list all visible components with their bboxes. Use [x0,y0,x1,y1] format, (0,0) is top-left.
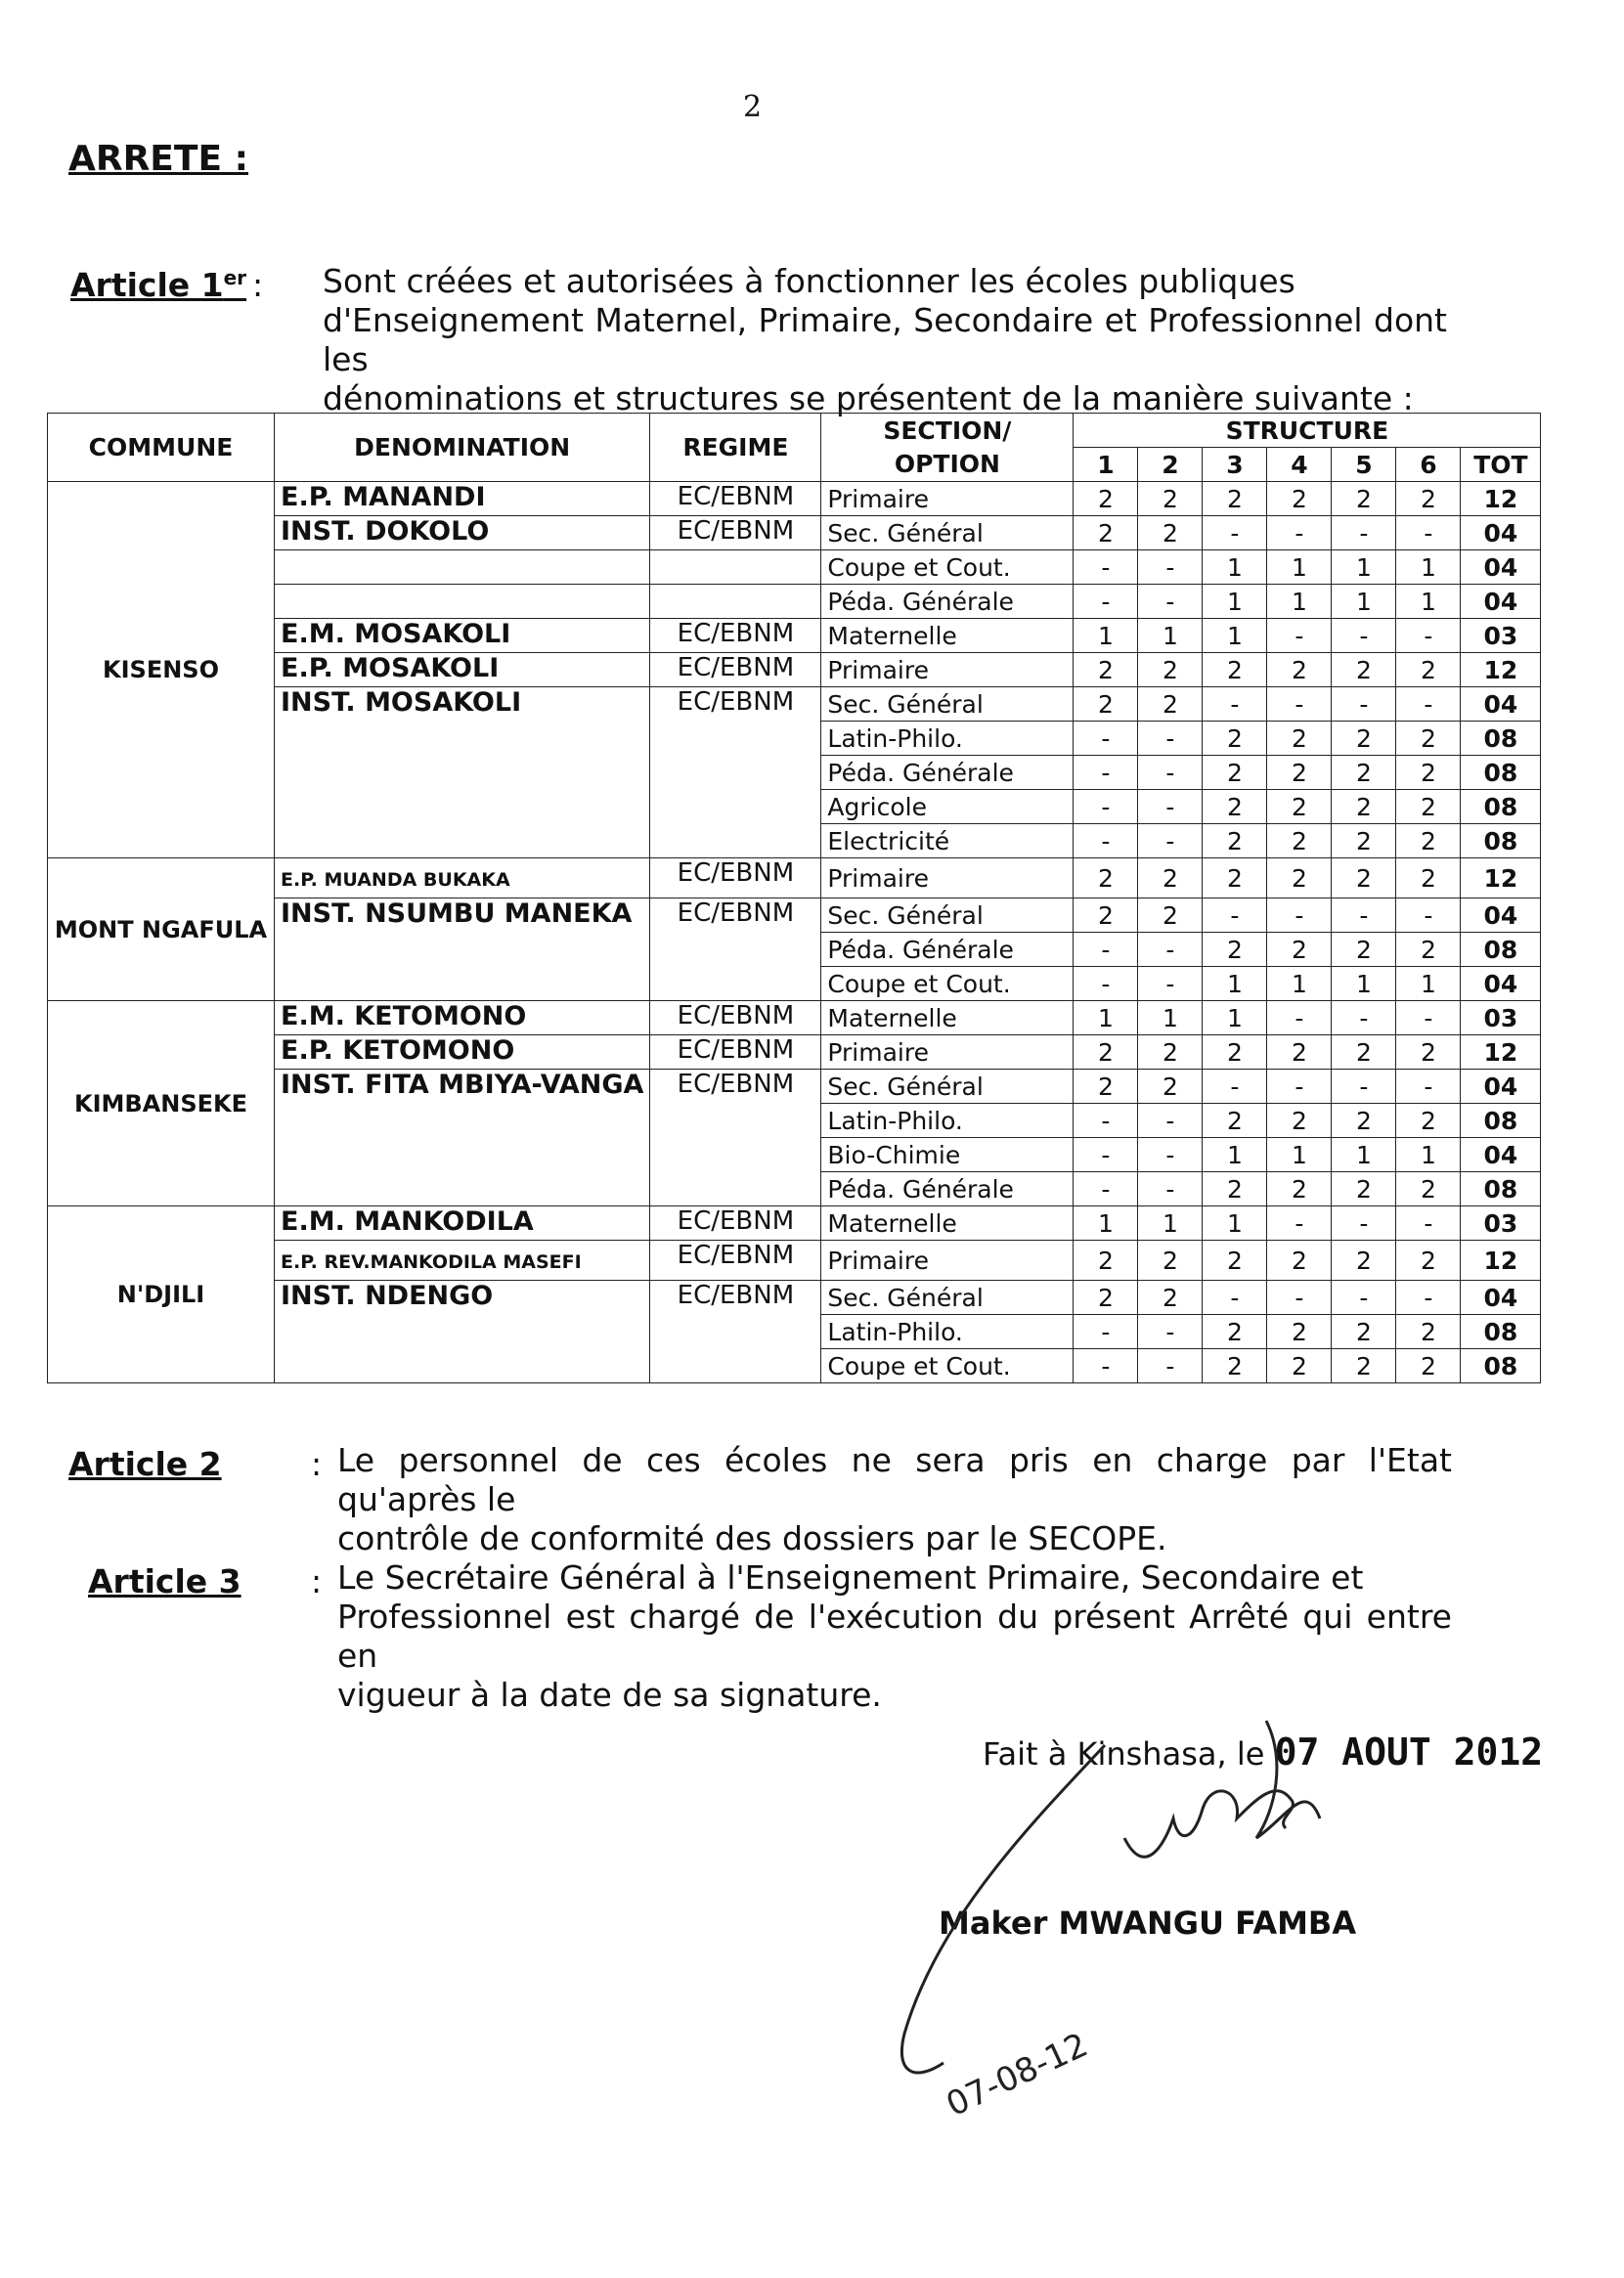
structure-cell: 2 [1074,653,1138,687]
regime-cell: EC/EBNM [650,1035,821,1070]
structure-cell: - [1396,1206,1461,1241]
structure-cell: 2 [1074,516,1138,550]
total-cell: 08 [1461,1349,1541,1383]
article-2-label: Article 2 [68,1445,222,1483]
structure-cell: 2 [1267,1315,1332,1349]
structure-cell: - [1396,516,1461,550]
structure-cell: 2 [1332,1315,1396,1349]
structure-cell: 2 [1138,1035,1203,1070]
structure-cell: - [1138,933,1203,967]
structure-cell: 2 [1396,653,1461,687]
denomination-cell: E.P. KETOMONO [275,1035,650,1070]
section-cell: Péda. Générale [821,756,1074,790]
structure-cell: 2 [1074,858,1138,898]
structure-cell: - [1138,722,1203,756]
article-3-label: Article 3 [88,1562,241,1600]
page-number: 2 [743,90,763,124]
article-2-text: Le personnel de ces écoles ne sera pris en charge par l'Etat qu'après le contrôle de conformité des dossiers par le SECOPE. [337,1441,1452,1557]
structure-cell: - [1074,722,1138,756]
structure-cell: 1 [1396,967,1461,1001]
section-cell: Agricole [821,790,1074,824]
denomination-cell: E.P. MANANDI [275,482,650,516]
structure-cell: - [1203,516,1267,550]
structure-cell: - [1267,687,1332,722]
structure-cell: - [1074,756,1138,790]
structure-cell: 1 [1074,1206,1138,1241]
structure-cell: 2 [1138,1241,1203,1281]
structure-cell: - [1203,898,1267,933]
header-col-6: 6 [1396,448,1461,482]
structure-cell: 2 [1396,1349,1461,1383]
denomination-cell: E.M. MOSAKOLI [275,619,650,653]
structure-cell: - [1332,1206,1396,1241]
structure-cell: 2 [1074,1070,1138,1104]
structure-cell: 1 [1332,967,1396,1001]
structure-cell: - [1074,1349,1138,1383]
structure-cell: 2 [1267,756,1332,790]
header-col-1: 1 [1074,448,1138,482]
structure-cell: - [1267,1070,1332,1104]
structure-cell: 2 [1332,1104,1396,1138]
structure-cell: 2 [1396,1172,1461,1206]
structure-cell: 1 [1267,550,1332,585]
regime-cell: EC/EBNM [650,619,821,653]
section-cell: Primaire [821,1241,1074,1281]
date-stamp: 07 AOUT 2012 [1274,1730,1544,1774]
structure-cell: 2 [1267,1172,1332,1206]
regime-cell: EC/EBNM [650,898,821,1001]
structure-cell: 2 [1074,1241,1138,1281]
structure-cell: - [1267,619,1332,653]
structure-cell: 1 [1138,1001,1203,1035]
total-cell: 08 [1461,790,1541,824]
total-cell: 04 [1461,1138,1541,1172]
total-cell: 04 [1461,898,1541,933]
denomination-cell: E.P. REV.MANKODILA MASEFI [275,1241,650,1281]
structure-cell: 1 [1396,550,1461,585]
total-cell: 08 [1461,756,1541,790]
denomination-cell [275,550,650,585]
structure-cell: - [1332,1281,1396,1315]
structure-cell: 2 [1396,1035,1461,1070]
denomination-cell: INST. DOKOLO [275,516,650,550]
structure-cell: - [1074,790,1138,824]
structure-cell: - [1138,1315,1203,1349]
structure-cell: 2 [1138,1070,1203,1104]
structure-cell: - [1138,1104,1203,1138]
arrete-heading: ARRETE : [68,139,248,179]
structure-cell: - [1332,619,1396,653]
structure-cell: 2 [1203,482,1267,516]
structure-cell: 2 [1138,858,1203,898]
article-1-colon: : [252,266,264,304]
total-cell: 08 [1461,933,1541,967]
structure-cell: 2 [1396,722,1461,756]
structure-cell: - [1138,1138,1203,1172]
structure-cell: 2 [1203,1035,1267,1070]
section-cell: Maternelle [821,1001,1074,1035]
total-cell: 08 [1461,1315,1541,1349]
structure-cell: - [1332,687,1396,722]
structure-cell: - [1138,967,1203,1001]
article-2-colon: : [311,1445,323,1483]
structure-cell: - [1396,687,1461,722]
structure-cell: 2 [1396,1315,1461,1349]
regime-cell: EC/EBNM [650,1281,821,1383]
structure-cell: - [1138,790,1203,824]
structure-cell: 2 [1138,898,1203,933]
denomination-cell: E.M. KETOMONO [275,1001,650,1035]
denomination-cell: E.P. MOSAKOLI [275,653,650,687]
header-col-2: 2 [1138,448,1203,482]
regime-cell [650,550,821,585]
header-structure: STRUCTURE [1074,414,1541,448]
structure-cell: 1 [1332,1138,1396,1172]
structure-cell: 2 [1396,933,1461,967]
total-cell: 12 [1461,858,1541,898]
structure-cell: 2 [1203,790,1267,824]
total-cell: 04 [1461,687,1541,722]
header-col-5: 5 [1332,448,1396,482]
denomination-cell: INST. NDENGO [275,1281,650,1383]
total-cell: 12 [1461,482,1541,516]
total-cell: 08 [1461,1172,1541,1206]
section-cell: Sec. Général [821,687,1074,722]
structure-cell: 2 [1203,1315,1267,1349]
structure-cell: 2 [1203,756,1267,790]
structure-cell: 2 [1332,933,1396,967]
structure-cell: - [1396,1281,1461,1315]
structure-cell: - [1074,824,1138,858]
regime-cell: EC/EBNM [650,1241,821,1281]
structure-cell: 2 [1267,1035,1332,1070]
structure-cell: 1 [1396,1138,1461,1172]
structure-cell: - [1396,1070,1461,1104]
section-cell: Coupe et Cout. [821,1349,1074,1383]
structure-cell: 2 [1396,824,1461,858]
header-regime: REGIME [650,414,821,482]
total-cell: 04 [1461,516,1541,550]
regime-cell [650,585,821,619]
structure-cell: - [1396,619,1461,653]
section-cell: Primaire [821,482,1074,516]
structure-cell: - [1074,550,1138,585]
structure-cell: 1 [1138,1206,1203,1241]
section-cell: Primaire [821,858,1074,898]
structure-cell: 2 [1332,1349,1396,1383]
structure-cell: - [1138,550,1203,585]
structure-cell: 2 [1267,1241,1332,1281]
structure-cell: 2 [1396,482,1461,516]
header-commune: COMMUNE [48,414,275,482]
structure-cell: 2 [1203,933,1267,967]
structure-cell: - [1332,1001,1396,1035]
total-cell: 04 [1461,1281,1541,1315]
structure-cell: 2 [1332,482,1396,516]
total-cell: 03 [1461,1001,1541,1035]
table-row [48,1206,1541,1241]
denomination-cell: E.M. MANKODILA [275,1206,650,1241]
total-cell: 08 [1461,824,1541,858]
structure-cell: 2 [1332,653,1396,687]
structure-cell: - [1267,516,1332,550]
section-cell: Sec. Général [821,1070,1074,1104]
section-cell: Latin-Philo. [821,1104,1074,1138]
total-cell: 04 [1461,550,1541,585]
structure-cell: 2 [1074,898,1138,933]
structure-cell: 2 [1332,1035,1396,1070]
structure-cell: - [1138,1349,1203,1383]
structure-cell: 2 [1138,516,1203,550]
section-cell: Péda. Générale [821,585,1074,619]
structure-cell: - [1138,756,1203,790]
structure-cell: - [1074,1315,1138,1349]
structure-cell: - [1396,1001,1461,1035]
header-col-3: 3 [1203,448,1267,482]
structure-cell: 2 [1203,1172,1267,1206]
structure-cell: - [1074,933,1138,967]
structure-cell: 2 [1203,1349,1267,1383]
structure-cell: 2 [1138,1281,1203,1315]
structure-cell: 2 [1332,824,1396,858]
structure-cell: 1 [1074,1001,1138,1035]
structure-cell: - [1267,1206,1332,1241]
section-cell: Latin-Philo. [821,722,1074,756]
structure-cell: 2 [1332,858,1396,898]
total-cell: 03 [1461,1206,1541,1241]
structure-cell: 1 [1074,619,1138,653]
commune-cell: N'DJILI [48,1206,275,1383]
structure-cell: - [1203,1281,1267,1315]
section-cell: Maternelle [821,1206,1074,1241]
structure-cell: 1 [1203,1138,1267,1172]
denomination-cell: E.P. MUANDA BUKAKA [275,858,650,898]
structure-cell: 2 [1332,1172,1396,1206]
structure-cell: 2 [1074,1035,1138,1070]
structure-cell: 1 [1267,967,1332,1001]
structure-cell: 1 [1203,1206,1267,1241]
structure-cell: 2 [1267,1104,1332,1138]
structure-cell: - [1203,1070,1267,1104]
structure-cell: 1 [1203,619,1267,653]
total-cell: 12 [1461,1035,1541,1070]
structure-cell: 2 [1332,790,1396,824]
place-and-date: Fait à Kinshasa, le 07 AOUT 2012 [983,1730,1544,1774]
commune-cell: KISENSO [48,482,275,858]
structure-cell: 2 [1203,1241,1267,1281]
total-cell: 03 [1461,619,1541,653]
table-row [48,858,1541,898]
structure-cell: - [1267,898,1332,933]
denomination-cell [275,585,650,619]
denomination-cell: INST. MOSAKOLI [275,687,650,858]
structure-cell: 2 [1267,1349,1332,1383]
structure-cell: 2 [1332,1241,1396,1281]
total-cell: 04 [1461,967,1541,1001]
article-3-text: Le Secrétaire Général à l'Enseignement Primaire, Secondaire et Professionnel est chargé de l'exécution du présent Arrêté qui entre en vigueur à la date de sa signature. [337,1558,1452,1714]
section-cell: Bio-Chimie [821,1138,1074,1172]
structure-cell: 2 [1074,482,1138,516]
section-cell: Sec. Général [821,516,1074,550]
structure-cell: 2 [1267,933,1332,967]
structure-cell: 1 [1332,550,1396,585]
structure-cell: 2 [1203,653,1267,687]
total-cell: 08 [1461,1104,1541,1138]
structure-cell: 2 [1203,1104,1267,1138]
structure-cell: 2 [1267,858,1332,898]
section-cell: Maternelle [821,619,1074,653]
section-cell: Sec. Général [821,1281,1074,1315]
structure-cell: 2 [1267,824,1332,858]
signer-name: Maker MWANGU FAMBA [939,1905,1357,1942]
structure-cell: - [1203,687,1267,722]
structure-cell: - [1074,967,1138,1001]
structure-cell: 1 [1138,619,1203,653]
regime-cell: EC/EBNM [650,516,821,550]
structure-cell: 2 [1396,858,1461,898]
structure-cell: 1 [1203,550,1267,585]
regime-cell: EC/EBNM [650,1070,821,1206]
structure-cell: 2 [1138,653,1203,687]
structure-cell: 2 [1203,824,1267,858]
structure-cell: 1 [1203,1001,1267,1035]
total-cell: 04 [1461,1070,1541,1104]
structure-cell: 1 [1396,585,1461,619]
total-cell: 12 [1461,653,1541,687]
denomination-cell: INST. FITA MBIYA-VANGA [275,1070,650,1206]
structure-cell: - [1332,516,1396,550]
structure-cell: 2 [1267,482,1332,516]
section-cell: Primaire [821,653,1074,687]
section-cell: Péda. Générale [821,1172,1074,1206]
structure-cell: - [1396,898,1461,933]
commune-cell: KIMBANSEKE [48,1001,275,1206]
section-cell: Latin-Philo. [821,1315,1074,1349]
header-col-7: TOT [1461,448,1541,482]
structure-cell: - [1138,585,1203,619]
structure-cell: 2 [1203,858,1267,898]
total-cell: 12 [1461,1241,1541,1281]
structure-cell: 1 [1332,585,1396,619]
regime-cell: EC/EBNM [650,1206,821,1241]
structure-cell: 2 [1332,722,1396,756]
regime-cell: EC/EBNM [650,858,821,898]
structure-cell: 1 [1203,967,1267,1001]
structure-cell: 2 [1396,756,1461,790]
schools-structure-table [47,413,1541,1383]
structure-cell: - [1332,1070,1396,1104]
header-col-4: 4 [1267,448,1332,482]
section-cell: Sec. Général [821,898,1074,933]
commune-cell: MONT NGAFULA [48,858,275,1001]
section-cell: Electricité [821,824,1074,858]
structure-cell: 2 [1138,687,1203,722]
regime-cell: EC/EBNM [650,653,821,687]
header-denomination: DENOMINATION [275,414,650,482]
structure-cell: 2 [1074,687,1138,722]
structure-cell: 1 [1267,585,1332,619]
structure-cell: - [1267,1281,1332,1315]
regime-cell: EC/EBNM [650,1001,821,1035]
regime-cell: EC/EBNM [650,687,821,858]
handwritten-date: 07-08-12 [940,2025,1094,2125]
section-cell: Péda. Générale [821,933,1074,967]
structure-cell: - [1074,1172,1138,1206]
table-row [48,1001,1541,1035]
structure-cell: 1 [1203,585,1267,619]
structure-cell: 2 [1267,653,1332,687]
header-section: SECTION/ OPTION [821,414,1074,482]
article-1-text: Sont créées et autorisées à fonctionner les écoles publiques d'Enseignement Maternel, Primaire, Secondaire et Professionnel dont les dénominations et structures se présentent de la manière suivante : [323,262,1447,417]
structure-cell: 2 [1332,756,1396,790]
structure-cell: - [1138,1172,1203,1206]
regime-cell: EC/EBNM [650,482,821,516]
structure-cell: - [1074,1138,1138,1172]
denomination-cell: INST. NSUMBU MANEKA [275,898,650,1001]
structure-cell: 2 [1396,1241,1461,1281]
section-cell: Coupe et Cout. [821,967,1074,1001]
structure-cell: - [1074,1104,1138,1138]
structure-cell: 2 [1267,722,1332,756]
structure-cell: 2 [1138,482,1203,516]
structure-cell: 1 [1267,1138,1332,1172]
structure-cell: 2 [1074,1281,1138,1315]
structure-cell: 2 [1396,1104,1461,1138]
structure-cell: - [1332,898,1396,933]
structure-cell: - [1138,824,1203,858]
structure-cell: - [1267,1001,1332,1035]
total-cell: 04 [1461,585,1541,619]
structure-cell: 2 [1396,790,1461,824]
section-cell: Coupe et Cout. [821,550,1074,585]
section-cell: Primaire [821,1035,1074,1070]
structure-cell: - [1074,585,1138,619]
article-1-label: Article 1er [70,266,247,304]
article-3-colon: : [311,1562,323,1600]
structure-cell: 2 [1267,790,1332,824]
table-row [48,482,1541,516]
structure-cell: 2 [1203,722,1267,756]
total-cell: 08 [1461,722,1541,756]
